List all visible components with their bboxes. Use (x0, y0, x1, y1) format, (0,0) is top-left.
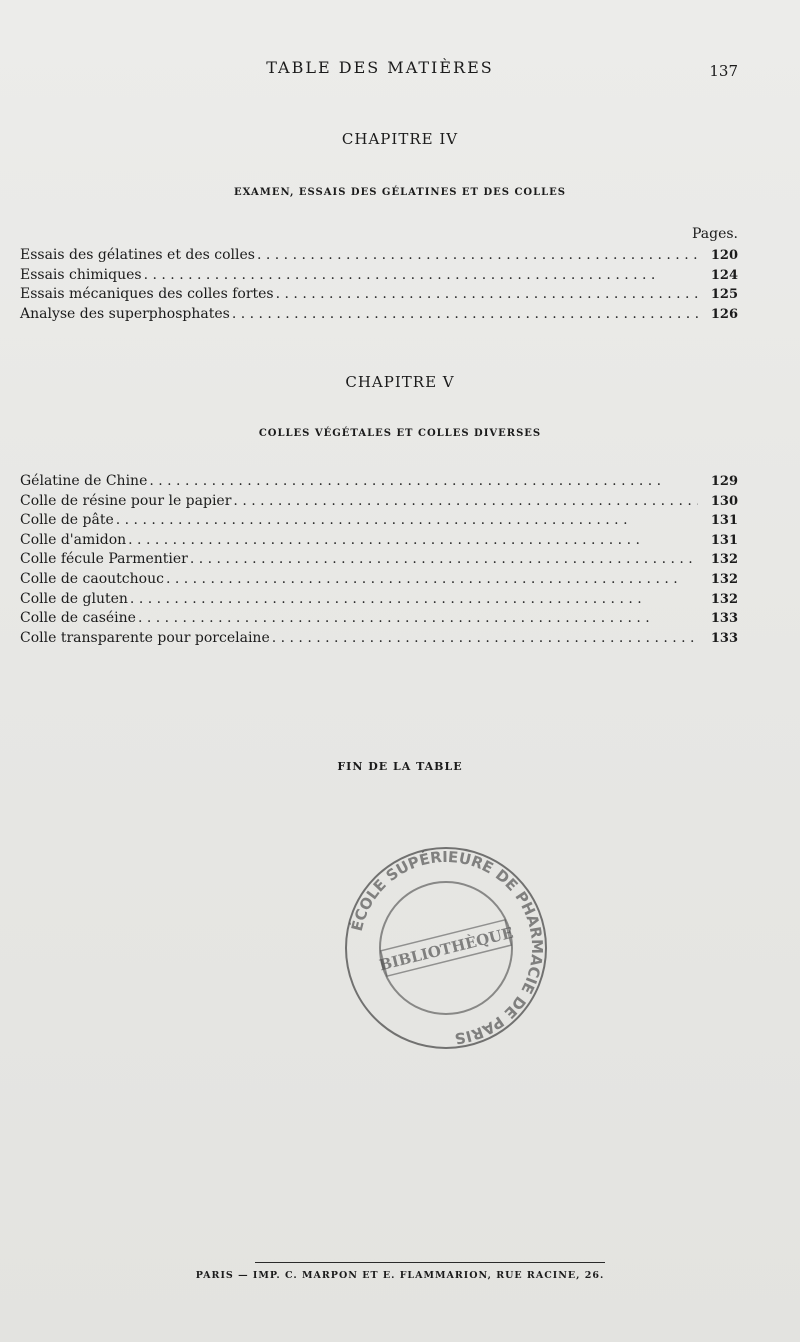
toc-entry-page: 124 (710, 267, 738, 283)
toc-entry[interactable] (20, 550, 738, 570)
page-number: 137 (709, 62, 738, 80)
toc-entry-label: Colle de pâte (20, 512, 114, 529)
toc-entry[interactable] (20, 492, 738, 512)
toc-entry-label: Colle transparente pour porcelaine (20, 629, 270, 646)
toc-entry-page: 133 (710, 630, 738, 646)
toc-entry-page: 129 (710, 474, 738, 489)
leader-dots (231, 492, 698, 512)
toc-entry-label: Colle d'amidon (20, 531, 127, 548)
toc-entry-page: 130 (710, 493, 738, 509)
printer-imprint: PARIS — IMP. C. MARPON ET E. FLAMMARION, RUE RACINE, 26. (195, 1270, 605, 1281)
toc-entry[interactable] (20, 570, 738, 590)
toc-entry-label: Analyse des superphosphates (20, 305, 230, 322)
leader-dots (147, 472, 698, 492)
toc-entry[interactable] (20, 590, 738, 610)
toc-entry-page: 132 (710, 571, 738, 587)
end-of-table-mark: FIN DE LA TABLE (337, 760, 463, 773)
chapter-4-title: CHAPITRE IV (341, 130, 459, 148)
toc-entry[interactable] (20, 285, 738, 305)
toc-entry-page: 125 (710, 287, 738, 303)
chapter-5-title: CHAPITRE V (345, 373, 455, 391)
toc-entry-label: Essais chimiques (20, 266, 142, 283)
chapter-4-subtitle: EXAMEN, ESSAIS DES GÉLATINES ET DES COLLES (233, 187, 567, 198)
toc-entry[interactable] (20, 305, 738, 325)
toc-entry[interactable] (20, 609, 738, 629)
toc-entry[interactable] (20, 266, 738, 286)
toc-entry-page: 131 (710, 532, 738, 548)
imprint-rule (255, 1262, 605, 1263)
leader-dots (128, 590, 698, 610)
toc-entry-page: 126 (710, 306, 738, 322)
stamp-outer-text: ÉCOLE SUPÉRIEURE DE PHARMACIE DE PARIS (347, 847, 547, 1048)
running-head (0, 58, 800, 82)
running-title: TABLE DES MATIÈRES (266, 58, 494, 77)
leader-dots (230, 305, 698, 325)
toc-entry-label: Essais des gélatines et des colles (20, 247, 255, 263)
toc-entry[interactable] (20, 511, 738, 531)
toc-entry[interactable] (20, 472, 738, 492)
toc-entry[interactable] (20, 531, 738, 551)
leader-dots (270, 629, 698, 649)
toc-entry-page: 131 (710, 513, 738, 529)
leader-dots (164, 570, 698, 590)
toc-entry-label: Colle de gluten (20, 590, 128, 607)
toc-entry-page: 120 (710, 248, 738, 263)
leader-dots (126, 531, 698, 551)
toc-entry-label: Colle de caoutchouc (20, 570, 164, 587)
toc-entry-label: Colle de résine pour le papier (20, 492, 232, 509)
toc-entry-label: Gélatine de Chine (20, 473, 148, 489)
leader-dots (136, 609, 698, 629)
leader-dots (255, 246, 698, 266)
toc-entry-page: 132 (710, 552, 738, 568)
library-stamp (336, 843, 556, 1053)
toc-entry-label: Colle fécule Parmentier (20, 551, 188, 568)
toc-entry[interactable] (20, 246, 738, 266)
pages-column-label: Pages. (691, 226, 738, 242)
chapter-4-toc (20, 246, 738, 324)
leader-dots (114, 511, 698, 531)
leader-dots (274, 285, 698, 305)
toc-entry-label: Colle de caséine (20, 610, 136, 627)
toc-entry-page: 133 (710, 611, 738, 627)
stamp-center-text: BIBLIOTHÈQUE (377, 923, 516, 975)
chapter-5-toc (20, 472, 738, 648)
toc-entry-page: 132 (710, 591, 738, 607)
chapter-5-subtitle: COLLES VÉGÉTALES ET COLLES DIVERSES (258, 428, 542, 439)
toc-entry-label: Essais mécaniques des colles fortes (20, 286, 274, 303)
leader-dots (142, 266, 698, 286)
toc-entry[interactable] (20, 629, 738, 649)
leader-dots (188, 550, 698, 570)
